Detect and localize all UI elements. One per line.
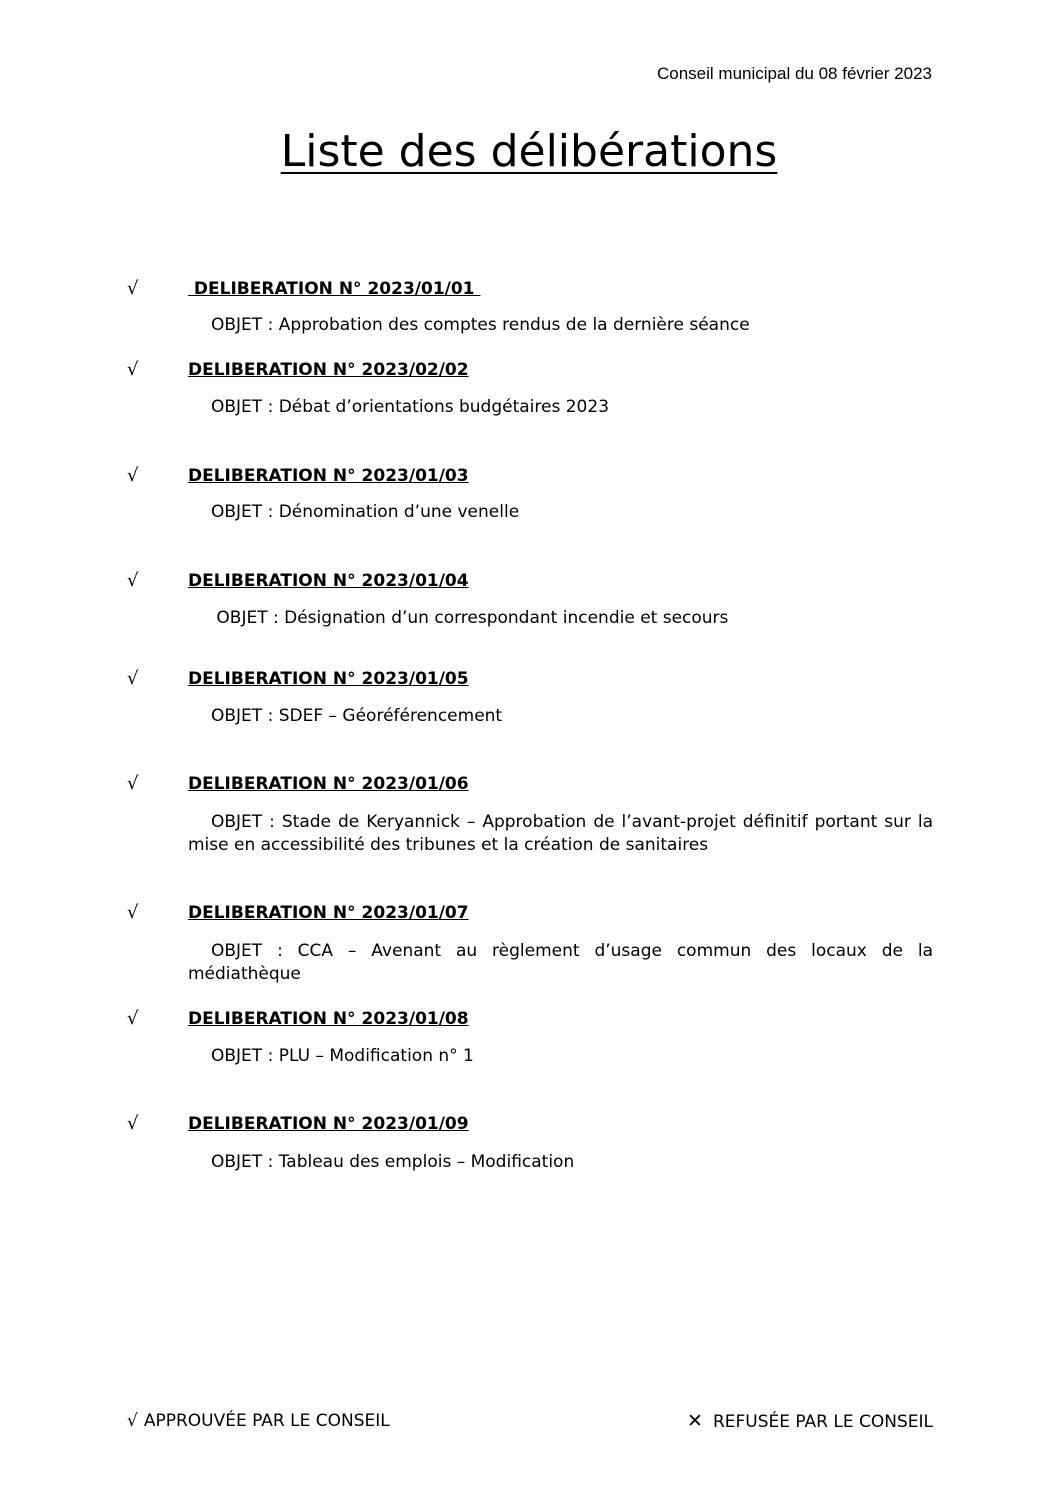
deliberation-number: DELIBERATION N° 2023/01/04: [188, 571, 469, 591]
legend-refused: [687, 1410, 933, 1433]
deliberation-number: DELIBERATION N° 2023/01/08: [188, 1009, 469, 1029]
deliberation-number: DELIBERATION N° 2023/01/09: [188, 1114, 469, 1134]
legend-approved: [127, 1410, 390, 1432]
deliberation-object: OBJET : Dénomination d’une venelle: [211, 502, 520, 522]
deliberation-object: OBJET : Tableau des emplois – Modification: [211, 1152, 575, 1172]
check-icon: √: [127, 1113, 139, 1134]
header-date: Conseil municipal du 08 février 2023: [657, 64, 932, 83]
legend-refused-label: REFUSÉE PAR LE CONSEIL: [712, 1412, 933, 1432]
check-icon: √: [127, 465, 139, 486]
check-icon: √: [127, 359, 139, 380]
deliberation-object: OBJET : Désignation d’un correspondant incendie et secours: [211, 608, 729, 628]
check-icon: √: [127, 1411, 138, 1431]
deliberation-object: OBJET : PLU – Modification n° 1: [211, 1046, 474, 1066]
deliberation-number: DELIBERATION N° 2023/01/01: [188, 279, 481, 299]
check-icon: √: [127, 668, 139, 689]
check-icon: √: [127, 278, 139, 299]
deliberation-object: OBJET : Stade de Keryannick – Approbation de l’avant-projet définitif portant sur la mise en accessibilité des tribunes et la création de sanitaires: [188, 812, 933, 855]
deliberation-number: DELIBERATION N° 2023/02/02: [188, 360, 469, 380]
check-icon: √: [127, 773, 139, 794]
deliberation-object: OBJET : CCA – Avenant au règlement d’usage commun des locaux de la médiathèque: [188, 941, 933, 984]
page-title: Liste des délibérations: [280, 126, 778, 177]
check-icon: √: [127, 570, 139, 591]
deliberation-object: OBJET : Débat d’orientations budgétaires 2023: [211, 397, 610, 417]
cross-icon: ✕: [687, 1410, 703, 1432]
deliberation-number: DELIBERATION N° 2023/01/06: [188, 774, 469, 794]
legend-approved-label: APPROUVÉE PAR LE CONSEIL: [143, 1411, 390, 1431]
deliberation-object: OBJET : SDEF – Géoréférencement: [211, 706, 503, 726]
deliberation-number: DELIBERATION N° 2023/01/07: [188, 903, 469, 923]
check-icon: √: [127, 902, 139, 923]
deliberation-number: DELIBERATION N° 2023/01/03: [188, 466, 469, 486]
deliberation-object: OBJET : Approbation des comptes rendus de la dernière séance: [211, 315, 750, 335]
check-icon: √: [127, 1008, 139, 1029]
deliberation-number: DELIBERATION N° 2023/01/05: [188, 669, 469, 689]
